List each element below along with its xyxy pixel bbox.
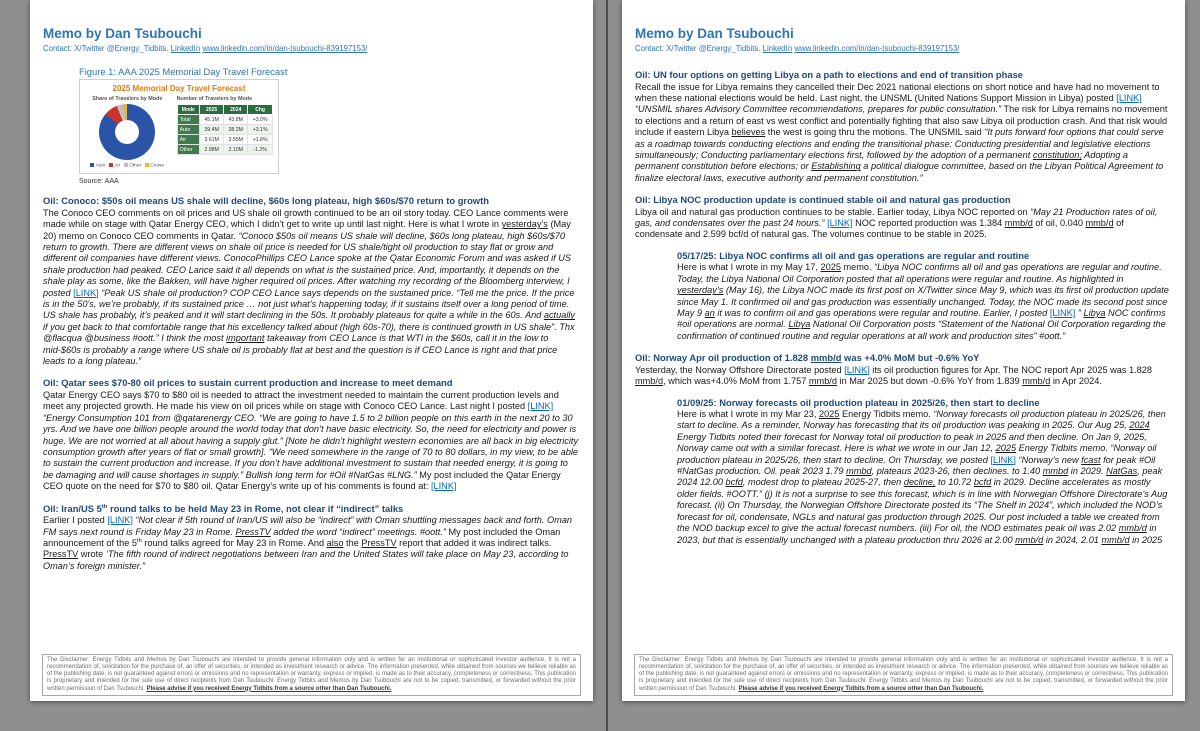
table-cell: 3.55M [224, 135, 248, 145]
figure-chart [79, 79, 279, 174]
subsection-body [677, 262, 1171, 342]
legend-swatch [109, 163, 113, 167]
section-body [43, 208, 579, 368]
table-row [177, 135, 272, 145]
text-segment: Oil: Iran/US 5 [43, 502, 102, 514]
legend-item: Air [109, 163, 120, 168]
text-segment: (May 20) memo on Conoco CEO comments in Qatar. [43, 219, 571, 241]
text-segment: Libya oil and natural gas production continues to be stable. Earlier today, Libya NOC reported on [635, 206, 1031, 217]
inline-link[interactable]: mmb/d [1004, 218, 1033, 229]
legend-swatch [145, 163, 149, 167]
inline-link[interactable]: Please advise if you received Energy Tidbits from a source other than Dan Tsubouchi. [146, 685, 392, 692]
text-segment: th [101, 503, 108, 510]
table-cell: -1.2% [248, 145, 273, 155]
inline-link[interactable]: mmb/d [1118, 523, 1147, 534]
inline-link[interactable]: important [226, 333, 265, 344]
inline-link[interactable]: LinkedIn [170, 44, 201, 53]
text-segment: “Norway’s new [1015, 454, 1082, 465]
disclaimer [634, 654, 1173, 696]
section-qatar [43, 377, 579, 492]
text-segment: round talks agreed for May 23 in Rome. And [141, 537, 327, 548]
inline-link[interactable]: mmbd [846, 466, 872, 477]
text-segment: 05/17/25: Libya NOC confirms all oil and gas operations are regular and routine [677, 249, 1030, 261]
section-heading [43, 377, 579, 389]
text-segment: of oil, 0.040 [1032, 218, 1086, 229]
inline-link[interactable]: [LINK] [527, 401, 554, 412]
text-segment: “Peak US shale oil production? COP CEO Lance says depends on the sustained price. “Tell me the price. If the price is in the 50’s, we’re probably, if its sustained price … not just what’s happening today, if it sustains itself over a long period of time. US shale has probably, it’s peaked and it will start declining in the 50s. It probably plateaus for quite a while in the 60s. And [43, 287, 575, 321]
text-segment: My post included the Qatar Energy CEO quote on the need for $70 to $80 oil. Qatar Energy’s write up of his comments is found at: [43, 469, 561, 492]
text-segment: to 10.72 [935, 477, 974, 488]
inline-link[interactable]: mmb/d [1015, 534, 1044, 545]
inline-link[interactable]: LinkedIn [762, 44, 793, 53]
legend-item: Auto [90, 163, 105, 168]
text-segment: in 2024, 2.01 [1043, 534, 1102, 545]
text-segment: “Energy Consumption 101 from @qatarenergy CEO. “We are going to have 1.5 to 2 billion people on this earth in the next 20 to 30 yrs. And we have one billion people around the world today that don’t have basic electricity. So, the need for electricity and power is huge. We are not worried at all about having a supply glut.” [Note he didn’t highlight western economies are all back in big electricity consumption growth after years of flat or small growth]. “We need somewhere in the range of 70 to 80 dollars, in my view, to be able to sustain the current production and increase. If you don’t have additional investment to sustain that needed energy, it is going to be damaging and will cause shortages in supply.” Bullish long term for #Oil #NatGas #LNG.” [43, 412, 579, 480]
inline-link[interactable]: PressTV [361, 537, 397, 548]
text-segment: The risk for Libya remains no movement to elections and a return of east vs west conflict and potentially fighting that also saw Libya oil production crash. And that risk would include if eastern Libya [635, 104, 1168, 138]
text-segment: wrote [78, 549, 106, 560]
section-libya-noc [635, 194, 1171, 342]
text-segment: ‘The fifth round of indirect negotiations between Iran and the United States will take place on May 23, according to Oman’s foreign minister.” [43, 549, 569, 571]
table-cell: Total [177, 115, 199, 125]
text-segment: Adopting a permanent constitution before elections; or [635, 149, 1129, 172]
text-segment: (May 16), the Libya NOC made its first post on X/Twitter since May 9, which was its first oil production update since May 1. It confirmed oil and gas production was essentially unchanged. Today, the NOC made its second post since May 9 [677, 285, 1169, 318]
text-segment: th [137, 537, 142, 544]
table-cell: +3.1% [248, 125, 273, 135]
text-segment: The Disclaimer: Energy Tidbits and Memos by Dan Tsubouchi are intended to provide general information only and is written for an institutional or sophisticated investor audience. It is not a recommendation of, solicitation for the purchase of, an offer of securities, or intended as investment research or advice. The information presented, while obtained from sources we believe reliable as of the publishing date, is not guaranteed against errors or omissions and no representation or warranty, express or implied, is made as to their accuracy, completeness or correctness. This publication is proprietary and intended for the sole use of direct recipients from Dan Tsubouchi. Energy Tidbits and Memos by Dan Tsubouchi are not to be copied, transmitted, or forwarded without the prior written permission of Dan Tsubouchi. [639, 656, 1168, 692]
table-cell: Air [177, 135, 199, 145]
inline-link[interactable]: constitution; [1032, 149, 1082, 160]
section-norway [635, 352, 1171, 546]
section-body [43, 515, 579, 572]
text-segment: Contact: X/Twitter @Energy_Tidbits. [635, 44, 763, 53]
section-heading [635, 194, 1171, 206]
text-segment: Yesterday, the Norway Offshore Directorate posted [635, 364, 845, 375]
section-heading [635, 352, 1171, 364]
inline-link[interactable]: 2025 [818, 409, 840, 420]
inline-link[interactable]: mmb/d [1101, 534, 1130, 545]
table-header-cell: Mode [177, 105, 199, 115]
inline-link[interactable]: fcast [1081, 454, 1101, 465]
inline-link[interactable]: [LINK] [990, 454, 1016, 465]
inline-link[interactable]: 2025 [995, 443, 1017, 454]
section-libya-un [635, 69, 1171, 184]
memo-title: Memo by Dan Tsubouchi [635, 26, 794, 41]
text-segment: in Apr 2024. [1050, 376, 1102, 387]
section-body [635, 365, 1171, 388]
inline-link[interactable]: [LINK] [1049, 308, 1076, 318]
inline-link[interactable]: Please advise if you received Energy Tidbits from a source other than Dan Tsubouchi. [738, 685, 984, 692]
text-segment: added the word “indirect” meetings. #oott.” [270, 526, 446, 537]
text-segment: takeaway from CEO Lance is that WTI in the $60s, call it in the low to mid-$60s is probably a range where US shale oil is probably flat at best and the question is if CEO Lance is right and that price leads to a long plateau.” [43, 333, 558, 367]
text-segment: if you get back to that comfortable range that his excellency talked about (high 60s-70), there is continued growth in US shale”. Thx @flacqua @business #oott.” I think the most [43, 321, 575, 344]
table-cell: Other [177, 145, 199, 155]
text-segment: “UNSMIL shares Advisory Committee recommendations, prepares for public consultation.” [635, 104, 1002, 115]
section-body [635, 207, 1171, 241]
inline-link[interactable]: an [704, 308, 715, 318]
text-segment: ” [1075, 308, 1084, 318]
inline-link[interactable]: bcfd [725, 477, 743, 488]
section-heading [43, 195, 579, 207]
subsection-norway-memo [677, 397, 1171, 546]
text-segment: in 2029. [1068, 466, 1107, 477]
page-1 [30, 0, 593, 701]
section-iran-us [43, 503, 579, 573]
inline-link[interactable]: mmb/d [810, 352, 842, 364]
disclaimer [42, 654, 581, 696]
table-cell: 2.08M [200, 145, 224, 155]
text-segment: the [343, 537, 362, 548]
text-segment: round talks to be held May 23 in Rome, not clear if “indirect” talks [107, 502, 404, 514]
chart-right-label: Number of Travelers by Mode [176, 96, 253, 102]
inline-link[interactable]: NatGas [1106, 466, 1138, 477]
inline-link[interactable]: believes [731, 127, 766, 138]
table-cell: 38.2M [224, 125, 248, 135]
table-cell: 3.61M [200, 135, 224, 145]
inline-link[interactable]: PressTV [43, 549, 79, 560]
text-segment: Oil: UN four options on getting Libya on a path to elections and end of transition phase [635, 69, 1024, 80]
inline-link[interactable]: [LINK] [73, 287, 99, 298]
text-segment: in Mar 2025 but down -0.6% YoY from 1.839 [836, 376, 1023, 387]
chart-title: 2025 Memorial Day Travel Forecast [112, 84, 246, 93]
inline-link[interactable]: [LINK] [827, 218, 853, 229]
table-header-cell: 2024 [224, 105, 248, 115]
contact-line [43, 44, 579, 53]
text-segment: “Libya NOC confirms all oil and gas operations are regular and routine. Today, the Libya National Oil Corporation posted that all operations were regular and routine. As highlighted in [677, 262, 1162, 284]
text-segment: for peak #Oil #NatGas production. Oil. peak 2023 1.79 [677, 454, 1156, 477]
inline-link[interactable]: www.linkedin.com/in/dan-tsubouchi-839197153/ [794, 44, 960, 53]
subsection-heading [677, 250, 1171, 262]
text-segment: The Conoco CEO comments on oil prices and US shale oil growth continued to be an oil story today. CEO Lance comments were made while on stage with Qatar Energy CEO, which I didn’t get to write up until last night. Here is what I wrote in [43, 207, 569, 230]
text-segment: The Disclaimer: Energy Tidbits and Memos by Dan Tsubouchi are intended to provide general information only and is written for an institutional or sophisticated investor audience. It is not a recommendation of, solicitation for the purchase of, an offer of securities, or intended as investment research or advice. The information presented, while obtained from sources we believe reliable as of the publishing date, is not guaranteed against errors or omissions and no representation or warranty, express or implied, is made as to their accuracy, completeness or correctness. This publication is proprietary and intended for the sole use of direct recipients from Dan Tsubouchi. Energy Tidbits and Memos by Dan Tsubouchi are not to be copied, transmitted, or forwarded without the prior written permission of Dan Tsubouchi. [47, 656, 576, 692]
inline-link[interactable]: mmb/d [1085, 218, 1114, 229]
text-segment: Oil: Qatar sees $70-80 oil prices to sustain current production and increase to meet demand [43, 377, 453, 389]
text-segment: Energy Tidbits noted their forecast for Norway total oil production to peak in 2025 and then decline. On Jan 9, 2025, Norway came out with a similar forecast. Here is what we wrote in our Jan 12, [677, 431, 1147, 454]
text-segment: a political dialogue committee, based on the Libyan Political Agreement to finalize electoral laws, executive authority and permanent constitution.” [635, 161, 1164, 183]
text-segment: in 2023, but that is essentially unchanged with a plateau production thru 2026 at 2.00 [677, 523, 1157, 545]
section-heading [43, 503, 579, 515]
subsection-heading [677, 397, 1171, 409]
text-segment: National Oil Corporation posts “Statement of the National Oil Corporation regarding the confirmation of continued routine and regular operations at all work and production sites” #oott.” [677, 319, 1166, 341]
text-segment: “Norway forecasts oil production plateau in 2025/26, then start to decline. As a reminder, Norway has forecasting that its oil production was peaking in 2025. Our Aug 25, [677, 409, 1166, 431]
text-segment: , peak 2024 12.00 [677, 466, 1163, 488]
text-segment: Qatar Energy CEO says $70 to $80 oil is needed to attract the investment needed to maintain the current production levels and meet any projected growth. He made his view on oil prices while on stage with Conoco CEO Lance. Last night I posted [43, 389, 559, 412]
text-segment: Oil: Conoco: $50s oil means US shale will decline, $60s long plateau, high $60s/$70 return to growth [43, 195, 489, 207]
inline-link[interactable]: 2025 [820, 262, 841, 273]
table-cell: +1.8% [248, 135, 273, 145]
text-segment: in 2029. Decline accelerates as mostly older fields. #OOTT.” (j) It is not a surprise to see this forecast, which is in line with Norwegian Offshore Directorate’s Aug forecast. (ii) On Thursday, the Norwegian Offshore Directorate posted its “The Shelf in 2024”, which included the NOD’s forecast for oil, condensate, NGLs and natural gas production through 2025. Our post included a table we created from the NOD backup excel to give the actual forecast numbers. (iii) For oil, the NOD estimates peak oil was 2.02 [677, 477, 1168, 534]
legend-swatch [90, 163, 94, 167]
table-cell: 39.4M [200, 125, 224, 135]
inline-link[interactable]: mmb/d [635, 376, 664, 387]
page-2 [622, 0, 1185, 701]
section-body [43, 390, 579, 493]
text-segment: Oil: Norway Apr oil production of 1.828 [635, 352, 811, 364]
inline-link[interactable]: www.linkedin.com/in/dan-tsubouchi-839197153/ [202, 44, 368, 53]
donut-chart [99, 104, 155, 160]
table-row [177, 125, 272, 135]
text-segment: NOC reported production was 1.384 [852, 218, 1005, 229]
table-row [177, 115, 272, 125]
text-segment: , modest drop to plateau 2025-27, then [742, 477, 904, 488]
text-segment: it was to confirm oil and gas operations were regular and routine. Earlier, I posted [714, 308, 1050, 318]
table-cell: 43.8M [224, 115, 248, 125]
inline-link[interactable]: [LINK] [844, 364, 870, 375]
legend-item: Cruise [145, 163, 164, 168]
inline-link[interactable]: Libya [788, 319, 811, 330]
text-segment: Recall the issue for Libya remains they cancelled their Dec 2021 national elections on short notice and have had no movement to when these national elections would be held. Last night, the UNSML (United Nations Support Mission in Libya) posted [635, 81, 1160, 103]
contact-line [635, 44, 1171, 53]
text-segment: of condensate and 2.599 bcf/d of natural gas. The volumes continue to be stable in 2025. [635, 218, 1124, 240]
text-segment: “It puts forward four options that could serve as a roadmap towards conducting elections and ending the transitional phase: Conducting presidential and legislative elections simultaneously; Conducting parliamentary elections first, followed by the adoption of a permanent [635, 127, 1164, 160]
inline-link[interactable]: [LINK] [1116, 92, 1142, 103]
inline-link[interactable]: yesterday’s [501, 219, 548, 230]
memo-title: Memo by Dan Tsubouchi [43, 26, 202, 41]
chart-legend [85, 163, 170, 168]
section-body [635, 82, 1171, 185]
inline-link[interactable]: PressTV [235, 526, 271, 537]
inline-link[interactable]: [LINK] [107, 515, 133, 526]
inline-link[interactable]: yesterday’s [677, 285, 724, 296]
text-segment: My post included the Oman announcement of the 5 [43, 526, 561, 548]
text-segment: report that added it was indirect talks. [396, 537, 552, 548]
text-segment: Contact: X/Twitter @Energy_Tidbits. [43, 44, 171, 53]
text-segment: NOC confirms #oil operations are normal. [677, 308, 1166, 330]
subsection-libya-noc-memo [677, 250, 1171, 342]
inline-link[interactable]: Establishing [811, 161, 861, 172]
table-header-cell: Chg [248, 105, 273, 115]
inline-link[interactable]: mmbd [1042, 466, 1069, 477]
text-segment: was +4.0% MoM but -0.6% YoY [841, 352, 980, 364]
text-segment: Oil: Libya NOC production update is continued stable oil and natural gas production [635, 194, 1011, 206]
subsection-body [677, 409, 1171, 546]
inline-link[interactable]: decline, [903, 477, 936, 488]
text-segment: Here is what I wrote in my Mar 23, [677, 409, 819, 420]
figure-caption: Figure 1: AAA 2025 Memorial Day Travel Forecast [79, 66, 288, 77]
text-segment: , plateaus 2023-26, then declines. to 1.40 [871, 466, 1043, 477]
table-row [177, 145, 272, 155]
text-segment: the west is going thru the motions. The UNSMIL said [765, 127, 985, 138]
section-heading [635, 69, 1171, 81]
table-header-cell: 2025 [200, 105, 224, 115]
text-segment: “Not clear if 5th round of Iran/US will also be “indirect” with Oman shuttling messages back and forth. Oman FM says next round is Friday May 23 in Rome. [43, 515, 573, 537]
text-segment: “May 21 Production rates of oil, gas, and condensates over the past 24 hours.” [635, 206, 1158, 229]
chart-left-label: Share of Travelers by Mode [92, 96, 163, 102]
text-segment: “Conoco $50s oil means US shale will decline, $60s long plateau, high $60s/$70 return to growth. There are different views on shale oil price is needed for US shale/tight oil production to stay flat or grow and different oil companies have different views. ConocoPhillips CEO Lance spoke at the Qatar Economic Forum and was asked if US shale production had peaked. CEO Lance said it all depends on what is the sustained price. And, importantly, it depends on the shale play as some, like the Bakken, will have higher required oil prices. After watching my recording of the Bloomberg interview, I posted [43, 230, 572, 298]
legend-item: Other [124, 163, 141, 168]
text-segment: , which was+4.0% MoM from 1.757 [663, 376, 809, 387]
inline-link[interactable]: [LINK] [430, 481, 457, 492]
inline-link[interactable]: bcfd [973, 477, 992, 488]
section-conoco [43, 195, 579, 367]
table-cell: +3.0% [248, 115, 273, 125]
figure-table [177, 104, 273, 155]
text-segment: Earlier I posted [43, 515, 108, 526]
text-segment: memo. [840, 262, 875, 273]
inline-link[interactable]: actually [543, 310, 575, 321]
text-segment: 01/09/25: Norway forecasts oil production plateau in 2025/26, then start to decline [677, 396, 1040, 408]
text-segment: in 2025 [1129, 534, 1163, 545]
inline-link[interactable]: mmb/d [1022, 376, 1051, 387]
figure-source: Source: AAA [79, 178, 119, 186]
inline-link[interactable]: also [326, 537, 344, 548]
table-cell: 45.1M [200, 115, 224, 125]
text-segment: Here is what I wrote in my May 17, [677, 262, 821, 273]
donut-hole [115, 120, 139, 144]
page-divider [606, 0, 608, 731]
legend-swatch [124, 163, 128, 167]
inline-link[interactable]: mmb/d [808, 376, 837, 387]
inline-link[interactable]: Libya [1083, 308, 1106, 318]
table-cell: Auto [177, 125, 199, 135]
text-segment: Energy Tidbits memo. [839, 409, 934, 420]
text-segment: its oil production figures for Apr. The NOC report Apr 2025 was 1.828 [869, 364, 1152, 375]
text-segment: Energy Tidbits memo. “Norway oil production plateau in 2025/26, then start to decline. On Thursday, we posted [677, 443, 1157, 465]
table-cell: 2.10M [224, 145, 248, 155]
inline-link[interactable]: 2024 [1129, 420, 1150, 431]
